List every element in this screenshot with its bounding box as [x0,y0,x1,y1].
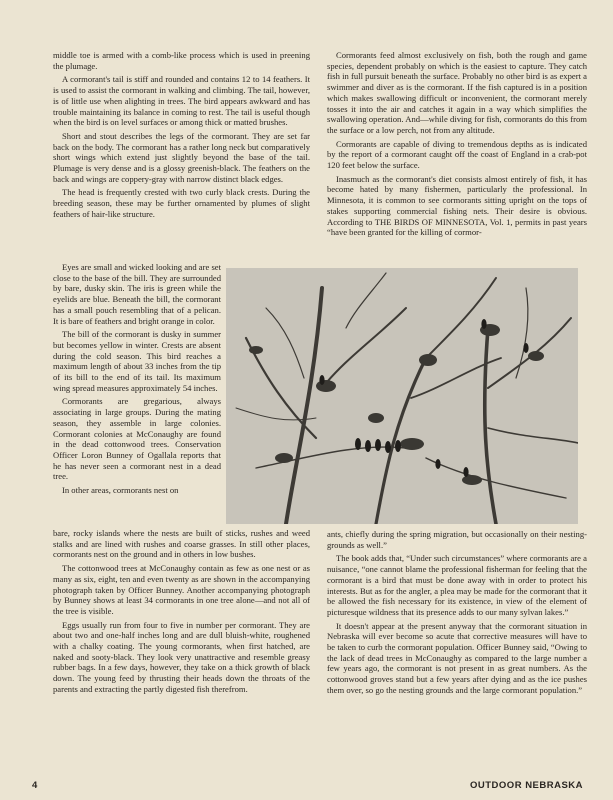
paragraph: Eggs usually run from four to five in number per cormorant. They are about two and one-half inches long and are dull bluish-white, roughened with a chalky coating. The young cormorants, when first hatched, are naked and sooty-black. They look very unattractive and resemble greasy rubber bags. In a few days, however, they take on a thick growth of black down. The young feed by thrusting their heads down the throats of the parents and extracting the partly digested fish therefrom. [53,619,310,694]
paragraph: bare, rocky islands where the nests are built of sticks, rushes and weed stalks and are lined with rushes and coarse grasses. In still other places, cormorants nest on the ground and in others in low bushes. [53,528,310,560]
paragraph: Cormorants are capable of diving to tremendous depths as is indicated by the report of a cormorant caught off the coast of England in a crab-pot 120 feet below the surface. [327,138,587,171]
paragraph: A cormorant's tail is stiff and rounded and contains 12 to 14 feathers. It is used to assist the cormorant in walking and climbing. The tail, however, is of little use when alighting in trees. The bird appears awkward and has trouble maintaining its balance in coming to rest. The tail is useful though when the bird is on level surfaces or among thick or matted brushes. [53,74,310,128]
paragraph: middle toe is armed with a comb-like process which is used in preening the plumage. [53,50,310,71]
left-column-top [53,50,310,223]
paragraph: Short and stout describes the legs of the cormorant. They are set far back on the body. The cormorant has a rather long neck but comparatively short wings which extend just slightly beyond the base of the tail. Plumage is very dense and is a glossy greenish-black. The feathers on the back and wings are coppery-gray with narrow distinct black edges. [53,130,310,184]
paragraph: The head is frequently crested with two curly black crests. During the breeding season, these may be further ornamented by plumes of slight feathers of hair-like structure. [53,187,310,219]
magazine-title: OUTDOOR NEBRASKA [470,780,584,791]
page-number: 4 [32,780,38,791]
paragraph: The book adds that, “Under such circumstances” where cormorants are a nuisance, “one cannot blame the professional fisherman for feeling that the cormorant is a bird that must be done away with in order to protect his interests. But as for the angler, a plea may be made for the cormorant that it be allowed the fish necessary for its existence, in view of the element of picturesque wildness that its presence adds to our many sylvan lakes.” [327,553,587,617]
paragraph: Cormorants feed almost exclusively on fish, both the rough and game species, dependent probably on which is the easiest to capture. They catch fish in full pursuit beneath the surface. Probably no other bird is as expert a swimmer and diver as is the cormorant. If the fish captured is in a position which makes swallowing difficult or inconvenient, the cormorant merely tosses it into the air and catches it again in a way which simplifies the swallowing operation. And—while diving for fish, cormorants do this from the surface or a low perch, not from any altitude. [327,50,587,135]
tree-photo-illustration [226,268,578,524]
paragraph: ants, chiefly during the spring migration, but occasionally on their nesting-grounds as well.” [327,529,587,550]
paragraph: It doesn't appear at the present anyway that the cormorant situation in Nebraska will ever become so acute that corrective measures will have to be taken to curb the cormorant population. Officer Bunney said, “Owing to the lack of dead trees in McConaughy as compared to the large number a few years ago, the cormorant is not present in as great numbers. As the cottonwood groves stand but a few years after dying and as the ice pushes them over, so go the nesting grounds and the large cormorant population.” [327,620,587,695]
cormorant-nests-photo [226,268,578,524]
right-column-top [327,50,587,241]
paragraph: In other areas, cormorants nest on [62,485,179,496]
paragraph: The cottonwood trees at McConaughy contain as few as one nest or as many as six, eight, ten and even twenty as are shown in the accompanying photograph taken by Officer Bunney. Another accompanying photograph by Bunney shows at least 34 cormorants in one tree alone—and not all of the tree is visible. [53,563,310,616]
left-column-bottom [53,528,310,698]
right-column-bottom [327,529,587,699]
left-column-narrow [53,262,221,499]
paragraph: Cormorants are gregarious, always associating in large groups. During the mating season, they assemble in large colonies. Cormorant colonies at McConaughy are found in the dead cottonwood trees. Conservation Officer Loron Bunney of Ogallala reports that he has never seen a cormorant nest in a dead tree. [53,396,221,482]
paragraph: Inasmuch as the cormorant's diet consists almost entirely of fish, it has become hated by many fishermen, particularly the professional. In Minnesota, it is common to see cormorants sitting upright on the tops of stakes supporting commercial fishing nets. Their desire is obvious. According to THE BIRDS OF MINNESOTA, Vol. 1, permits in past years “have been granted for the killing of cormor- [327,173,587,238]
paragraph: Eyes are small and wicked looking and are set close to the base of the bill. They are surrounded by bare, dusky skin. The iris is green while the eyelids are blue. Beneath the bill, the cormorant has a small pouch resembling that of a pelican. It is bare of feathers and bright orange in color. [53,262,221,326]
paragraph: The bill of the cormorant is dusky in summer but becomes yellow in winter. Crests are absent during the cold season. This bird reaches a maximum length of about 33 inches from the tip of its bill to the end of its tail. Its maximum wing spread measures approximately 54 inches. [53,329,221,393]
